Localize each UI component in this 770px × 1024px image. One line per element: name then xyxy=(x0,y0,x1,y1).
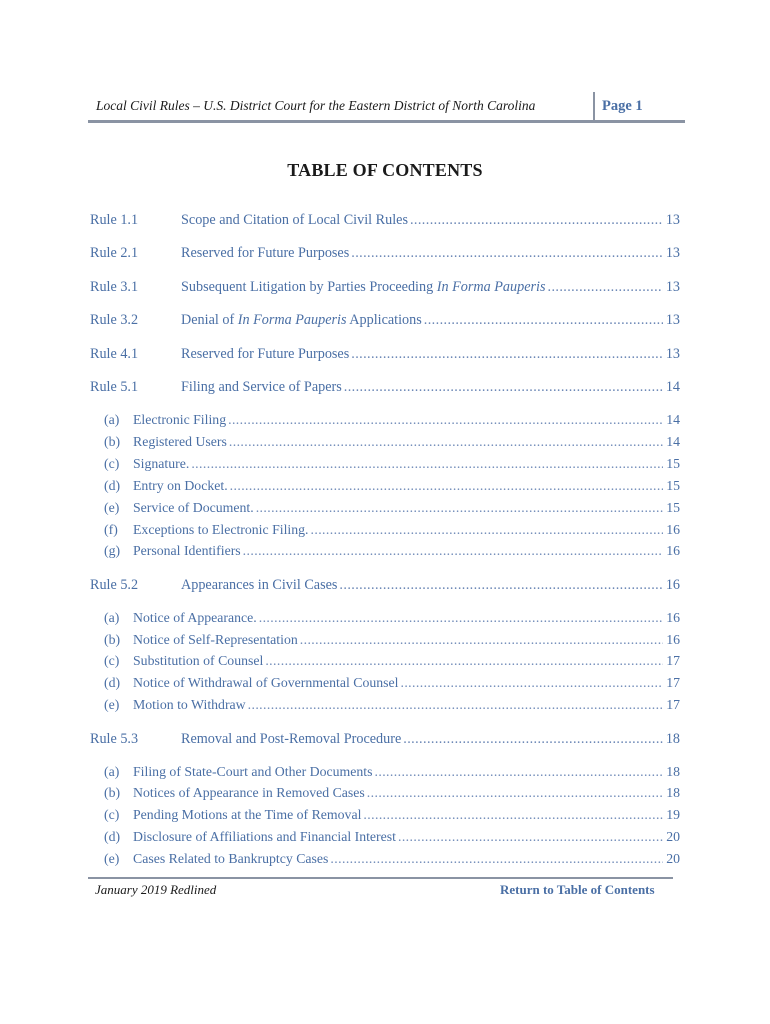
return-to-toc-link[interactable]: Return to Table of Contents xyxy=(500,882,655,897)
entry-page-number: 18 xyxy=(666,764,680,779)
dot-leader xyxy=(248,697,664,713)
dot-leader xyxy=(265,653,663,669)
entry-label: Registered Users xyxy=(133,434,227,449)
entry-number: (e) xyxy=(104,851,120,866)
entry-label: Pending Motions at the Time of Removal xyxy=(133,807,362,822)
dot-leader xyxy=(259,610,663,626)
entry-page-number: 20 xyxy=(666,851,680,866)
dot-leader xyxy=(243,543,664,559)
toc-subentry[interactable] xyxy=(104,522,680,542)
entry-number: Rule 5.3 xyxy=(90,731,139,747)
toc-subentry[interactable] xyxy=(104,456,680,476)
entry-page-number: 15 xyxy=(666,500,680,515)
toc-subentry[interactable] xyxy=(104,764,680,784)
entry-number: (e) xyxy=(104,500,120,515)
entry-page-number: 16 xyxy=(666,543,680,558)
entry-number: Rule 1.1 xyxy=(90,212,139,228)
entry-page-number: 16 xyxy=(666,610,680,625)
toc-subentry[interactable] xyxy=(104,543,680,563)
entry-label: Exceptions to Electronic Filing. xyxy=(133,522,309,537)
entry-label: Reserved for Future Purposes xyxy=(181,245,350,261)
entry-label: Filing and Service of Papers xyxy=(181,379,342,395)
entry-number: (c) xyxy=(104,456,120,471)
entry-label: Personal Identifiers xyxy=(133,543,241,558)
entry-label: Electronic Filing xyxy=(133,412,227,427)
entry-number: (a) xyxy=(104,764,120,779)
dot-leader xyxy=(311,522,664,538)
entry-label: Notice of Self-Representation xyxy=(133,632,298,647)
entry-number: Rule 2.1 xyxy=(90,245,139,261)
toc-entry[interactable] xyxy=(90,245,680,265)
dot-leader xyxy=(351,245,663,262)
toc-subentry[interactable] xyxy=(104,697,680,717)
toc-entry[interactable] xyxy=(90,731,680,751)
dot-leader xyxy=(410,212,663,229)
dot-leader xyxy=(330,851,663,867)
toc-entry[interactable] xyxy=(90,312,680,332)
dot-leader xyxy=(351,346,663,363)
entry-number: (a) xyxy=(104,610,120,625)
entry-label: Notice of Appearance. xyxy=(133,610,257,625)
dot-leader xyxy=(398,829,663,845)
entry-page-number: 18 xyxy=(665,731,680,747)
entry-page-number: 17 xyxy=(666,675,680,690)
dot-leader xyxy=(367,785,663,801)
toc-subentry[interactable] xyxy=(104,412,680,432)
entry-number: Rule 3.1 xyxy=(90,279,139,295)
dot-leader xyxy=(228,412,663,428)
toc-subentry[interactable] xyxy=(104,785,680,805)
toc-subentry[interactable] xyxy=(104,829,680,849)
entry-page-number: 14 xyxy=(666,434,680,449)
entry-label: Disclosure of Affiliations and Financial Interest xyxy=(133,829,396,844)
entry-number: Rule 5.1 xyxy=(90,379,139,395)
entry-number: (b) xyxy=(104,632,121,647)
entry-label: Signature. xyxy=(133,456,190,471)
entry-page-number: 13 xyxy=(665,279,680,295)
entry-page-number: 14 xyxy=(666,412,680,427)
toc-entry[interactable] xyxy=(90,577,680,597)
entry-page-number: 17 xyxy=(666,653,680,668)
dot-leader xyxy=(230,478,664,494)
entry-page-number: 13 xyxy=(665,245,680,261)
entry-number: (f) xyxy=(104,522,118,537)
entry-label: Notices of Appearance in Removed Cases xyxy=(133,785,365,800)
entry-label: Entry on Docket. xyxy=(133,478,228,493)
dot-leader xyxy=(344,379,663,396)
entry-number: (g) xyxy=(104,543,121,558)
entry-number: (b) xyxy=(104,785,121,800)
dot-leader xyxy=(424,312,663,329)
toc-entry[interactable] xyxy=(90,379,680,399)
entry-page-number: 15 xyxy=(666,456,680,471)
entry-page-number: 17 xyxy=(666,697,680,712)
entry-label: Motion to Withdraw xyxy=(133,697,246,712)
entry-page-number: 14 xyxy=(665,379,680,395)
entry-label: Scope and Citation of Local Civil Rules xyxy=(181,212,408,228)
dot-leader xyxy=(548,279,663,296)
entry-page-number: 13 xyxy=(665,212,680,228)
entry-number: Rule 3.2 xyxy=(90,312,139,328)
entry-page-number: 18 xyxy=(666,785,680,800)
entry-page-number: 20 xyxy=(666,829,680,844)
entry-label: Reserved for Future Purposes xyxy=(181,346,350,362)
toc-subentry[interactable] xyxy=(104,851,680,871)
entry-number: (a) xyxy=(104,412,120,427)
entry-label: Subsequent Litigation by Parties Proceeding In Forma Pauperis xyxy=(181,279,546,295)
entry-page-number: 13 xyxy=(665,312,680,328)
entry-page-number: 16 xyxy=(666,522,680,537)
footer-date: January 2019 Redlined xyxy=(95,882,217,897)
footer-rule xyxy=(88,877,673,879)
entry-number: (e) xyxy=(104,697,120,712)
entry-number: (c) xyxy=(104,807,120,822)
toc-subentry[interactable] xyxy=(104,434,680,454)
dot-leader xyxy=(256,500,664,516)
entry-label: Appearances in Civil Cases xyxy=(181,577,338,593)
entry-label: Substitution of Counsel xyxy=(133,653,264,668)
entry-label: Denial of In Forma Pauperis Applications xyxy=(181,312,422,328)
entry-label: Notice of Withdrawal of Governmental Counsel xyxy=(133,675,399,690)
dot-leader xyxy=(375,764,664,780)
entry-number: (b) xyxy=(104,434,121,449)
toc-entry[interactable] xyxy=(90,346,680,366)
dot-leader xyxy=(339,577,662,594)
entry-number: (d) xyxy=(104,675,121,690)
dot-leader xyxy=(400,675,663,691)
entry-page-number: 13 xyxy=(665,346,680,362)
dot-leader xyxy=(229,434,663,450)
toc-entry[interactable] xyxy=(90,212,680,232)
entry-label: Removal and Post-Removal Procedure xyxy=(181,731,402,747)
toc-subentry[interactable] xyxy=(104,500,680,520)
entry-number: Rule 5.2 xyxy=(90,577,139,593)
toc-subentry[interactable] xyxy=(104,807,680,827)
entry-number: (d) xyxy=(104,478,121,493)
entry-number: Rule 4.1 xyxy=(90,346,139,362)
toc-subentry[interactable] xyxy=(104,675,680,695)
entry-label: Service of Document. xyxy=(133,500,254,515)
entry-number: (d) xyxy=(104,829,121,844)
entry-page-number: 16 xyxy=(666,632,680,647)
dot-leader xyxy=(403,731,663,748)
page-number: Page 1 xyxy=(602,98,643,114)
dot-leader xyxy=(363,807,663,823)
entry-number: (c) xyxy=(104,653,120,668)
toc-subentry[interactable] xyxy=(104,610,680,630)
entry-page-number: 15 xyxy=(666,478,680,493)
toc-subentry[interactable] xyxy=(104,653,680,673)
entry-page-number: 16 xyxy=(665,577,680,593)
entry-label: Cases Related to Bankruptcy Cases xyxy=(133,851,329,866)
entry-label: Filing of State-Court and Other Documents xyxy=(133,764,373,779)
entry-page-number: 19 xyxy=(666,807,680,822)
toc-subentry[interactable] xyxy=(104,632,680,652)
toc-heading: TABLE OF CONTENTS xyxy=(287,160,483,180)
dot-leader xyxy=(300,632,663,648)
document-title: Local Civil Rules – U.S. District Court for the Eastern District of North Carolina xyxy=(96,98,536,113)
toc-subentry[interactable] xyxy=(104,478,680,498)
dot-leader xyxy=(191,456,663,472)
toc-entry[interactable] xyxy=(90,279,680,299)
